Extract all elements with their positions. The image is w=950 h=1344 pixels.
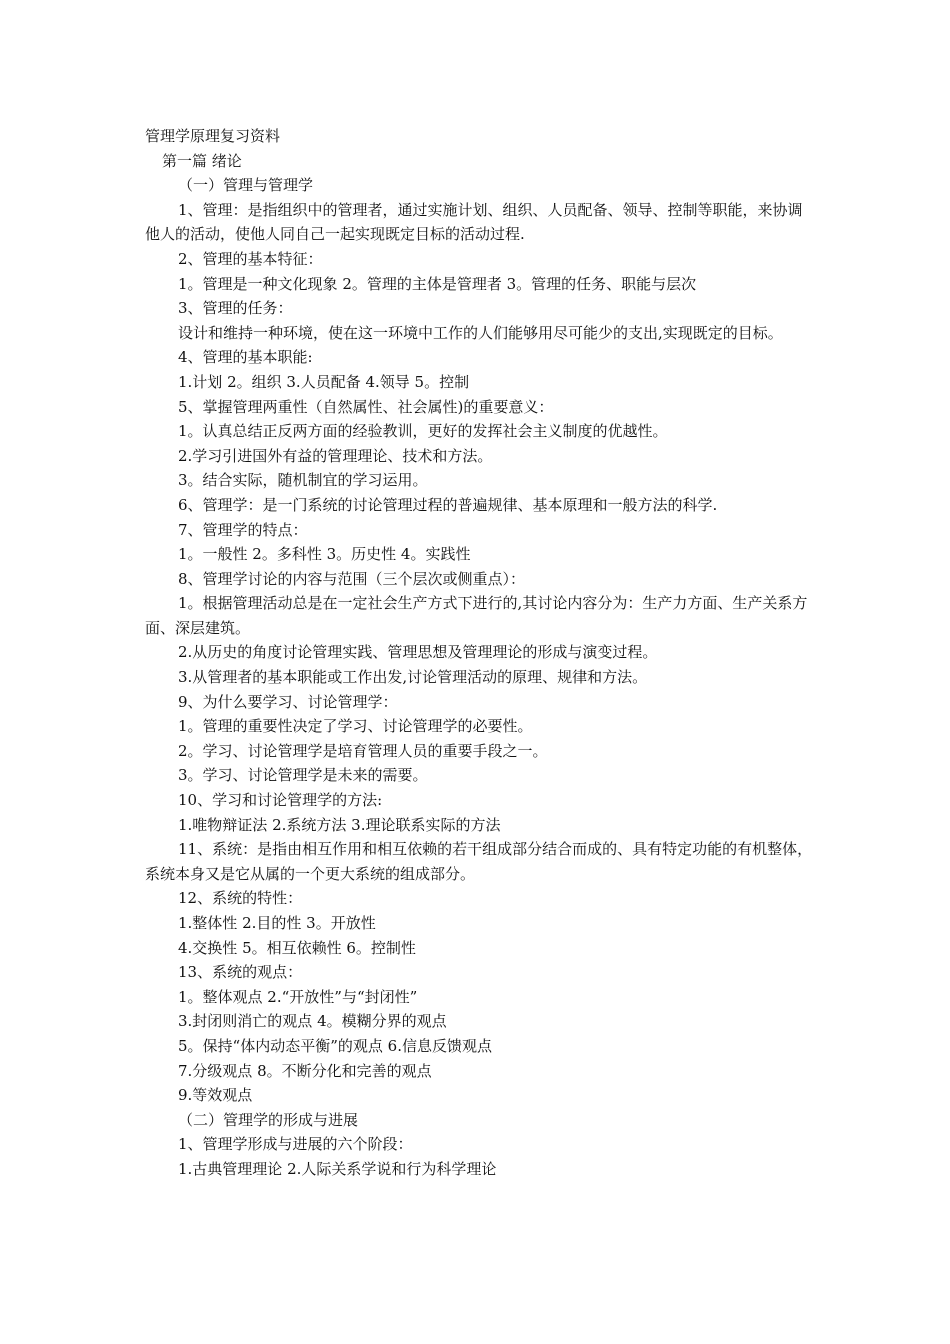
list-item: 7.分级观点 8。不断分化和完善的观点 <box>178 1061 432 1080</box>
list-item: 3、管理的任务： <box>178 299 293 318</box>
list-item: 3.从管理者的基本职能或工作出发,讨论管理活动的原理、规律和方法。 <box>178 668 648 687</box>
list-item: 4.交换性 5。相互依赖性 6。控制性 <box>178 938 416 957</box>
list-item: 5、掌握管理两重性（自然属性、社会属性)的重要意义： <box>178 397 554 416</box>
section-heading: （一）管理与管理学 <box>178 176 314 195</box>
list-item: 9、为什么要学习、讨论管理学： <box>178 692 398 711</box>
list-item: 10、学习和讨论管理学的方法: <box>178 791 383 810</box>
list-item: 1。管理是一种文化现象 2。管理的主体是管理者 3。管理的任务、职能与层次 <box>178 274 697 293</box>
list-item: 1。整体观点 2.“开放性”与“封闭性” <box>178 987 418 1006</box>
document-title: 管理学原理复习资料 <box>145 127 281 145</box>
list-item: 2、管理的基本特征： <box>178 249 323 268</box>
part-heading: 第一篇 绪论 <box>162 151 242 170</box>
document-body <box>145 124 815 1182</box>
list-item: 2.从历史的角度讨论管理实践、管理思想及管理理论的形成与演变过程。 <box>178 643 658 662</box>
list-item: 1.计划 2。组织 3.人员配备 4.领导 5。控制 <box>178 372 470 391</box>
list-item: 1.唯物辩证法 2.系统方法 3.理论联系实际的方法 <box>178 815 501 834</box>
list-item: 1。管理的重要性决定了学习、讨论管理学的必要性。 <box>178 717 533 736</box>
list-item: 3。结合实际，随机制宜的学习运用。 <box>178 471 428 490</box>
list-item: 6、管理学：是一门系统的讨论管理过程的普遍规律、基本原理和一般方法的科学. <box>178 495 718 514</box>
list-item: 1。认真总结正反两方面的经验教训，更好的发挥社会主义制度的优越性。 <box>178 422 668 441</box>
list-item: 1.古典管理理论 2.人际关系学说和行为科学理论 <box>178 1159 497 1178</box>
list-item: 5。保持“体内动态平衡”的观点 6.信息反馈观点 <box>178 1036 492 1055</box>
paragraph: 1、管理：是指组织中的管理者，通过实施计划、组织、人员配备、领导、控制等职能，来协调他人的活动，使他人同自己一起实现既定目标的活动过程. <box>145 200 803 244</box>
list-item: 1.整体性 2.目的性 3。开放性 <box>178 914 376 932</box>
list-item: 13、系统的观点： <box>178 963 303 982</box>
list-item: 12、系统的特性： <box>178 889 303 908</box>
list-item: 1。一般性 2。多科性 3。历史性 4。实践性 <box>178 545 471 564</box>
list-item: 8、管理学讨论的内容与范围（三个层次或侧重点）： <box>178 569 526 588</box>
list-item: 7、管理学的特点： <box>178 520 308 539</box>
list-item: 9.等效观点 <box>178 1086 253 1105</box>
list-item: 2。学习、讨论管理学是培育管理人员的重要手段之一。 <box>178 741 548 760</box>
paragraph: 设计和维持一种环境，使在这一环境中工作的人们能够用尽可能少的支出,实现既定的目标。 <box>178 323 783 342</box>
list-item: 4、管理的基本职能: <box>178 348 313 367</box>
list-item: 1、管理学形成与进展的六个阶段： <box>178 1135 413 1154</box>
paragraph: 1。根据管理活动总是在一定社会生产方式下进行的,其讨论内容分为：生产力方面、生产关系方面、深层建筑。 <box>145 594 808 637</box>
list-item: 2.学习引进国外有益的管理理论、技术和方法。 <box>178 446 493 465</box>
list-item: 3.封闭则消亡的观点 4。模糊分界的观点 <box>178 1012 447 1031</box>
section-heading: （二）管理学的形成与进展 <box>178 1110 359 1129</box>
list-item: 3。学习、讨论管理学是未来的需要。 <box>178 766 428 785</box>
paragraph: 11、系统：是指由相互作用和相互依赖的若干组成部分结合而成的、具有特定功能的有机整体，系统本身又是它从属的一个更大系统的组成部分。 <box>145 840 813 883</box>
